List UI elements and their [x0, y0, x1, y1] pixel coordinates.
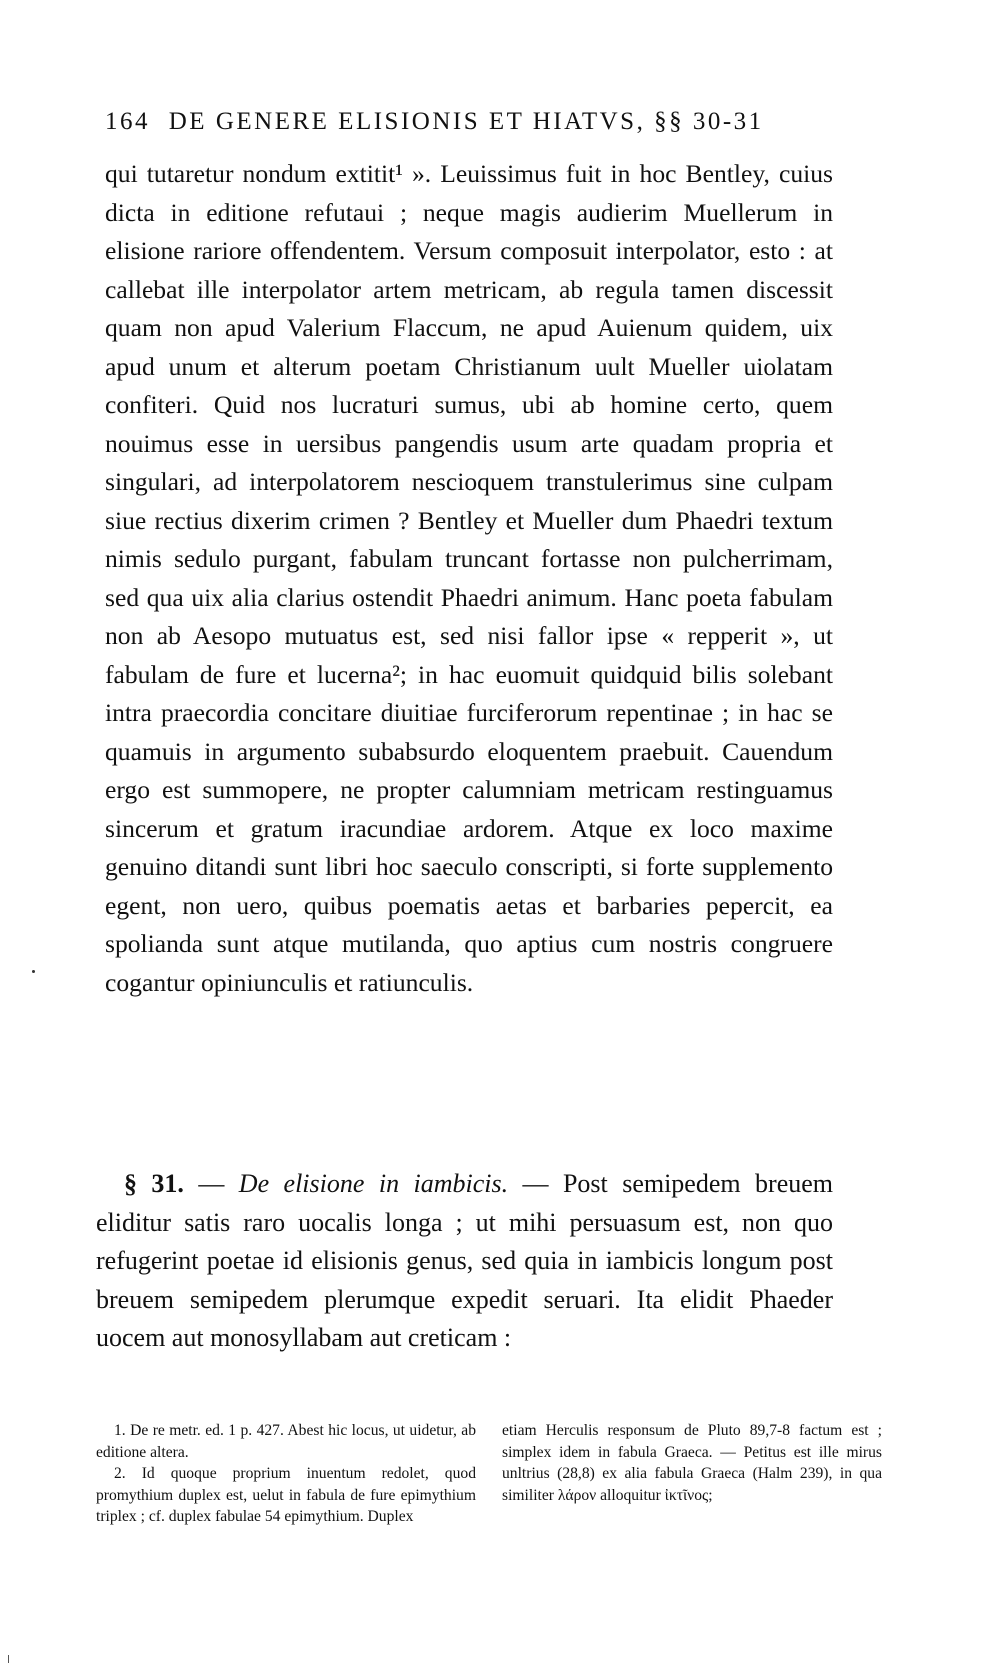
- footnote-1: 1. De re metr. ed. 1 p. 427. Abest hic locus, ut uidetur, ab editione altera.: [96, 1422, 476, 1461]
- section-title: De elisione in iambicis.: [238, 1169, 509, 1198]
- running-head: [105, 108, 835, 136]
- footnotes-left-column: [96, 1420, 476, 1528]
- section-number: § 31.: [124, 1169, 184, 1198]
- section-31: [96, 1165, 833, 1358]
- section-paragraph: § 31. — De elisione in iambicis. — Post semipedem breuem eliditur satis raro uocalis longa ; ut mihi persuasum est, non quo refugerint poetae id elisionis genus, sed quia in iambicis longum post breuem semipedem plerumque expedit seruari. Ita elidit Phaeder uocem aut monosyllabam aut creticam :: [96, 1169, 834, 1353]
- body-paragraph: qui tutaretur nondum extitit¹ ». Leuissimus fuit in hoc Bentley, cuius dicta in editione refutaui ; neque magis audierim Muellerum in elisione rariore offendentem. Versum composuit interpolator, esto : at callebat ille interpolator artem metricam, ab regula tamen discessit quam non apud Valerium Flaccum, ne apud Auienum quidem, uix apud unum et alterum poetam Christianum uult Mueller uiolatam confiteri. Quid nos lucraturi sumus, ubi ab homine certo, quem nouimus esse in uersibus pangendis usum arte quadam propria et singulari, ad interpolatorem nescioquem transtulerimus sine culpam siue rectius dixerim crimen ? Bentley et Mueller dum Phaedri textum nimis sedulo purgant, fabulam truncant fortasse non pulcherrimam, sed qua uix alia clarius ostendit Phaedri animum. Hanc poeta fabulam non ab Aesopo mutuatus est, sed nisi fallor ipse « repperit », ut fabulam de fure et lucerna²; in hac euomuit quidquid bilis solebant intra praecordia concitare diuitiae furciferorum repentinae ; in hac se quamuis in argumento subabsurdo eloquentem praebuit. Cauendum ergo est summopere, ne propter calumniam metricam restinguamus sincerum et gratum iracundiae ardorem. Atque ex loco maxime genuino ditandi sunt libri hoc saeculo conscripti, si forte supplemento egent, non uero, quibus poematis aetas et barbaries pepercit, ea spolianda sunt atque mutilanda, quo aptius cum nostris congruere cogantur opiniunculis et ratiunculis.: [105, 159, 833, 997]
- footnote-2-continued: etiam Herculis responsum de Pluto 89,7-8 factum est ; simplex idem in fabula Graeca. — Petitus est ille mirus unltrius (28,8) ex alia fabula Graeca (Halm 239), in qua similiter λάρον alloquitur ἰκτῖνος;: [502, 1422, 882, 1504]
- page-number: 164: [105, 108, 150, 135]
- footnotes: [96, 1420, 882, 1528]
- footnotes-right-column: [502, 1420, 882, 1528]
- running-head-title: DE GENERE ELISIONIS ET HIATVS, §§ 30-31: [168, 108, 764, 135]
- scan-corner-mark: [8, 1655, 13, 1663]
- scan-speck: [32, 970, 35, 973]
- section-text: Post semipedem breuem eliditur satis raro uocalis longa ; ut mihi persuasum est, non quo refugerint poetae id elisionis genus, sed quia in iambicis longum post breuem semipedem plerumque expedit seruari. Ita elidit Phaeder uocem aut monosyllabam aut creticam :: [96, 1169, 834, 1353]
- main-text: [105, 155, 833, 1002]
- footnote-2: 2. Id quoque proprium inuentum redolet, quod promythium duplex est, uelut in fabula de fure epimythium triplex ; cf. duplex fabulae 54 epimythium. Duplex: [96, 1465, 476, 1526]
